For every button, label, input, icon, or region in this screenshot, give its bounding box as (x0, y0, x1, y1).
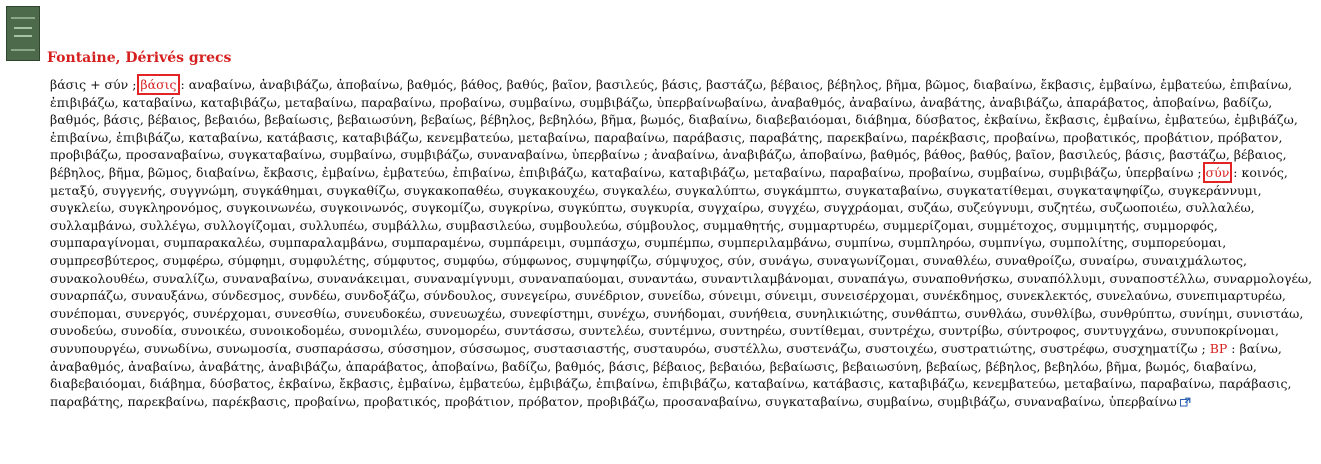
basis-colon: : (176, 77, 189, 92)
syn-related-words: κοινός, μεταξύ, συγγενής, συγγνώμη, συγκάθημαι, συγκαθίζω, συγκακοπαθέω, συγκακουχέω, συγκαλέω, συγκαλύπτω, συγκάμπτω, συγκαταβαίνω, συγκατατίθεμαι, συγκαταψηφίζω, συγκεράννυμι, συγκλείω, συγκληρονόμος, συγκοινωνέω, συγκοινωνός, συγκομίζω, συγκρίνω, συγκύπτω, συγκυρία, συγχαίρω, συγχέω, συγχράομαι, συζάω, συζεύγνυμι, συζητέω, συζωοποιέω, συλλαλέω, συλλαμβάνω, συλλέγω, συλλογίζομαι, συλλυπέω, συμβάλλω, συμβασιλεύω, συμβουλεύω, σύμβουλος, συμμαθητής, συμμαρτυρέω, συμμερίζομαι, συμμέτοχος, συμμιμητής, συμμορφός, συμπαραγίνομαι, συμπαρακαλέω, συμπαραλαμβάνω, συμπαραμένω, συμπάρειμι, συμπάσχω, συμπέμπω, συμπεριλαμβάνω, συμπίνω, συμπληρόω, συμπνίγω, συμπολίτης, συμπορεύομαι, συμπρεσβύτερος, συμφέρω, σύμφημι, συμφυλέτης, σύμφυτος, συμφύω, σύμφωνος, συμψηφίζω, σύμψυχος, σύν, συνάγω, συναγωνίζομαι, συναθλέω, συναθροίζω, συναίρω, συναιχμάλωτος, συνακολουθέω, συναλίζω, συναναβαίνω, συνανάκειμαι, συναναμίγνυμι, συναναπαύομαι, συναντάω, συναντιλαμβάνομαι, συναπάγω, συναποθνήσκω, συναπόλλυμι, συναποστέλλω, συναρμολογέω, συναρπάζω, συναυξάνω, σύνδεσμος, συνδέω, συνδοξάζω, σύνδουλος, συνεγείρω, συνέδριον, συνείδω, σύνειμι, σύνειμι, συνεισέρχομαι, συνέκδημος, συνεκλεκτός, συνελαύνω, συνεπιμαρτυρέω, συνέπομαι, συνεργός, συνέρχομαι, συνεσθίω, συνευδοκέω, συνευωχέω, συνεφίστημι, συνέχω, συνήδομαι, συνήθεια, συνηλικιώτης, συνθάπτω, συνθλάω, συνθλίβω, συνθρύπτω, συνίημι, συνιστάω, συνοδεύω, συνοδία, συνοικέω, συνοικοδομέω, συνομιλέω, συνομορέω, συντάσσω, συντελέω, συντέμνω, συντηρέω, συντίθεμαι, συντρέχω, συντρίβω, σύντροφος, συντυγχάνω, συνυποκρίνομαι, συνυπουργέω, συνωδίνω, συνωμοσία, συσπαράσσω, σύσσημον, σύσσωμος, συστασιαστής, συσταυρόω, συστέλλω, συστενάζω, συστοιχέω, συστρατιώτης, συστρέφω, συσχηματίζω (50, 164, 1313, 356)
syn-group-label[interactable]: σύν (1205, 164, 1230, 180)
book-cover-thumbnail[interactable] (6, 6, 40, 61)
bp-related-words: βαίνω, ἀναβαθμός, ἀναβαίνω, ἀναβάτης, ἀναβιβάζω, ἀπαράβατος, ἀποβαίνω, βαδίζω, βαθμός, βάσις, βέβαιος, βεβαιόω, βεβαίωσις, βεβαιωσύνη, βεβαίως, βέβηλος, βεβηλόω, βῆμα, βωμός, διαβαίνω, διαβεβαιόομαι, διάβημα, δύσβατος, ἐκβαίνω, ἔκβασις, ἐμβαίνω, ἐμβατεύω, ἐμβιβάζω, ἐπιβαίνω, ἐπιβιβάζω, καταβαίνω, κατάβασις, καταβιβάζω, κενεμβατεύω, μεταβαίνω, παραβαίνω, παράβασις, παραβάτης, παρεκβαίνω, παρέκβασις, προβαίνω, προβατικός, προβάτιον, πρόβατον, προβιβάζω, προσαναβαίνω, συγκαταβαίνω, συμβαίνω, συμβιβάζω, συναναβαίνω, ὑπερβαίνω (50, 340, 1292, 409)
book-cover-decoration (11, 17, 35, 51)
bp-colon: : (1227, 340, 1240, 356)
book-title[interactable]: Fontaine, Dérivés grecs (47, 50, 232, 66)
bp-label[interactable]: BP (1209, 340, 1228, 356)
basis-group-label[interactable]: βάσις (140, 77, 177, 92)
syn-colon: : (1229, 164, 1242, 180)
separator-one: ; (1193, 164, 1206, 180)
separator-two: ; (1197, 340, 1210, 356)
basis-related-words: αναβαίνω, ἀναβιβάζω, ἀποβαίνω, βαθμός, βάθος, βαθύς, βαῖον, βασιλεύς, βάσις, βαστάζω, βέβαιος, βέβηλος, βῆμα, βῶμος, διαβαίνω, ἔκβασις, ἐμβαίνω, ἐμβατεύω, ἐπιβαίνω, ἐπιβιβάζω, καταβαίνω, καταβιβάζω, μεταβαίνω, παραβαίνω, προβαίνω, συμβαίνω, συμβιβάζω, ὑπερβαίνωβαίνω, ἀναβαθμός, ἀναβαίνω, ἀναβάτης, ἀναβιβάζω, ἀπαράβατος, ἀποβαίνω, βαδίζω, βαθμός, βάσις, βέβαιος, βεβαιόω, βεβαίωσις, βεβαιωσύνη, βεβαίως, βέβηλος, βεβηλόω, βῆμα, βωμός, διαβαίνω, διαβεβαιόομαι, διάβημα, δύσβατος, ἐκβαίνω, ἔκβασις, ἐμβαίνω, ἐμβατεύω, ἐμβιβάζω, ἐπιβαίνω, ἐπιβιβάζω, καταβαίνω, κατάβασις, καταβιβάζω, κενεμβατεύω, μεταβαίνω, παραβαίνω, παράβασις, παραβάτης, παρεκβαίνω, παρέκβασις, προβαίνω, προβατικός, προβάτιον, πρόβατον, προβιβάζω, προσαναβαίνω, συγκαταβαίνω, συμβαίνω, συμβιβάζω, συναναβαίνω, ὑπερβαίνω ; ἀναβαίνω, ἀναβιβάζω, ἀποβαίνω, βαθμός, βάθος, βαθύς, βαῖον, βασιλεύς, βάσις, βαστάζω, βέβαιος, βέβηλος, βῆμα, βῶμος, διαβαίνω, ἔκβασις, ἐμβαίνω, ἐμβατεύω, ἐπιβαίνω, ἐπιβιβάζω, καταβαίνω, καταβιβάζω, μεταβαίνω, παραβαίνω, προβαίνω, συμβαίνω, συμβιβάζω, ὑπερβαίνω (50, 77, 1298, 180)
lexicon-entry (50, 76, 1315, 410)
external-link-icon[interactable] (1180, 397, 1191, 407)
entry-intro: βάσις + σύν ; (50, 77, 141, 92)
